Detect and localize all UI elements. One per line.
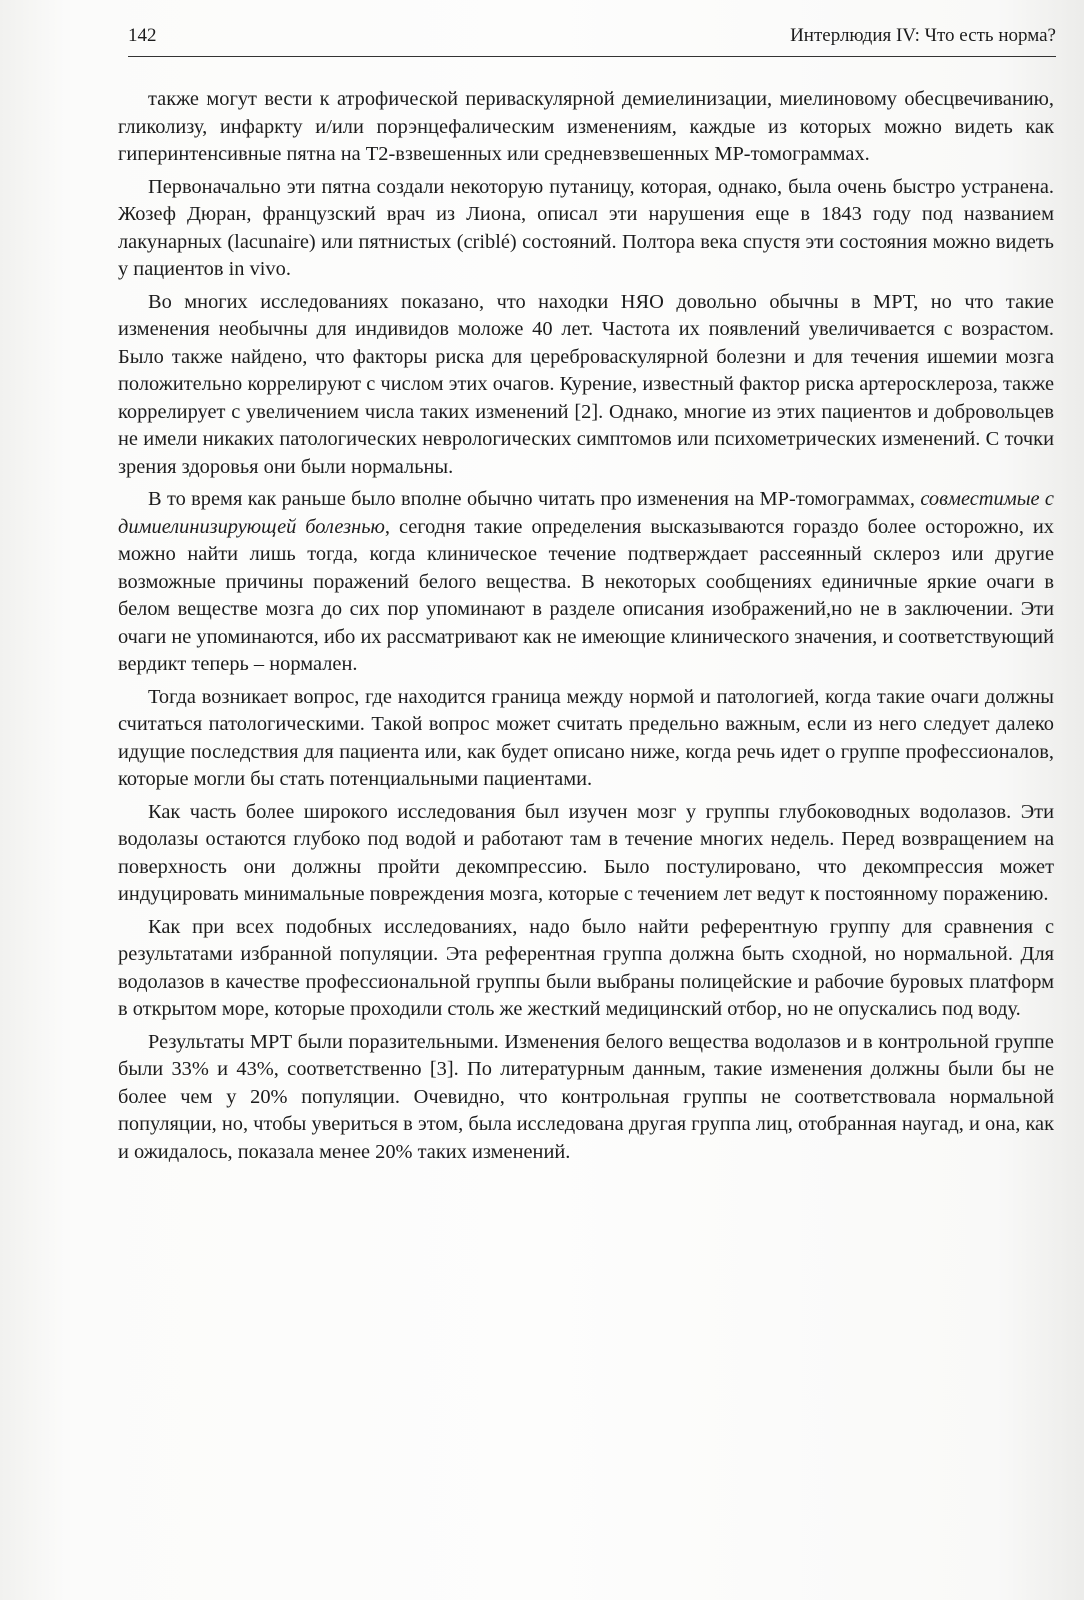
paragraph-1: также могут вести к атрофической периваскулярной демиелинизации, миелиновому обесцвечиванию, гликолизу, инфаркту и/или порэнцефалическим изменениям, каждые из которых можно видеть как гиперинтенсивные пятна на T2-взвешенных или средневзвешенных МР-томограммах. — [118, 88, 1054, 165]
paragraph-6: Как часть более широкого исследования был изучен мозг у группы глубоководных водолазов. Эти водолазы остаются глубоко под водой и работают там в течение многих недель. Перед возвращением на поверхность они должны пройти декомпрессию. Было постулировано, что декомпрессия может индуцировать минимальные повреждения мозга, которые с течением лет ведут к постоянному поражению. — [118, 800, 1054, 905]
page-header — [128, 24, 1056, 54]
paragraph-8: Результаты МРТ были поразительными. Изменения белого вещества водолазов и в контрольной группе были 33% и 43%, соответственно [3]. По литературным данным, такие изменения должны были бы не более чем у 20% популяции. Очевидно, что контрольная группы не соответствовала нормальной популяции, но, чтобы увериться в этом, была исследована другая группа лиц, отобранная наугад, и она, как и ожидалось, показала менее 20% таких изменений. — [118, 1030, 1054, 1163]
paragraph-4: В то время как раньше было вполне обычно читать про изменения на МР-томограммах, совместимые с димиелинизирующей болезнью, сегодня такие определения высказываются гораздо более осторожно, их можно найти лишь тогда, когда клиническое течение подтверждает рассеянный склероз или другие возможные причины поражений белого вещества. В некоторых сообщениях единичные яркие очаги в белом веществе мозга до сих пор упоминают в разделе описания изображений,но не в заключении. Эти очаги не упоминаются, ибо их рассматривают как не имеющие клинического значения, и соответствующий вердикт теперь – нормален. — [118, 488, 1054, 675]
running-head: Интерлюдия IV: Что есть норма? — [790, 25, 1056, 46]
header-rule — [128, 56, 1056, 57]
paragraph-2: Первоначально эти пятна создали некоторую путаницу, которая, однако, была очень быстро устранена. Жозеф Дюран, французский врач из Лиона, описал эти нарушения еще в 1843 году под названием лакунарных (lacunaire) или пятнистых (criblé) состояний. Полтора века спустя эти состояния можно видеть у пациентов in vivo. — [118, 175, 1054, 280]
paragraph-5: Тогда возникает вопрос, где находится граница между нормой и патологией, когда такие очаги должны считаться патологическими. Такой вопрос может считать предельно важным, если из него следует далеко идущие последствия для пациента или, как будет описано ниже, когда речь идет о группе профессионалов, которые могли бы стать потенциальными пациентами. — [118, 685, 1054, 790]
paragraph-7: Как при всех подобных исследованиях, надо было найти референтную группу для сравнения с результатами избранной популяции. Эта референтная группа должна быть сходной, но нормальной. Для водолазов в качестве профессиональной группы были выбраны полицейские и рабочие буровых платформ в открытом море, которые проходили столь же жесткий медицинский отбор, но не опускались под воду. — [118, 915, 1054, 1020]
italic-phrase: совместимые с димиелинизирующей болезнью — [118, 488, 1054, 538]
page-number: 142 — [128, 25, 157, 46]
paragraph-3: Во многих исследованиях показано, что находки НЯО довольно обычны в МРТ, но что такие изменения необычны для индивидов моложе 40 лет. Частота их появлений увеличивается с возрастом. Было также найдено, что факторы риска для цереброваскулярной болезни и для течения ишемии мозга положительно коррелируют с числом этих очагов. Курение, известный фактор риска артеросклероза, также коррелирует с увеличением числа таких изменений [2]. Однако, многие из этих пациентов и добровольцев не имели никаких патологических неврологических симптомов или психометрических изменений. С точки зрения здоровья они были нормальны. — [118, 290, 1054, 478]
body-text — [118, 86, 1054, 1166]
